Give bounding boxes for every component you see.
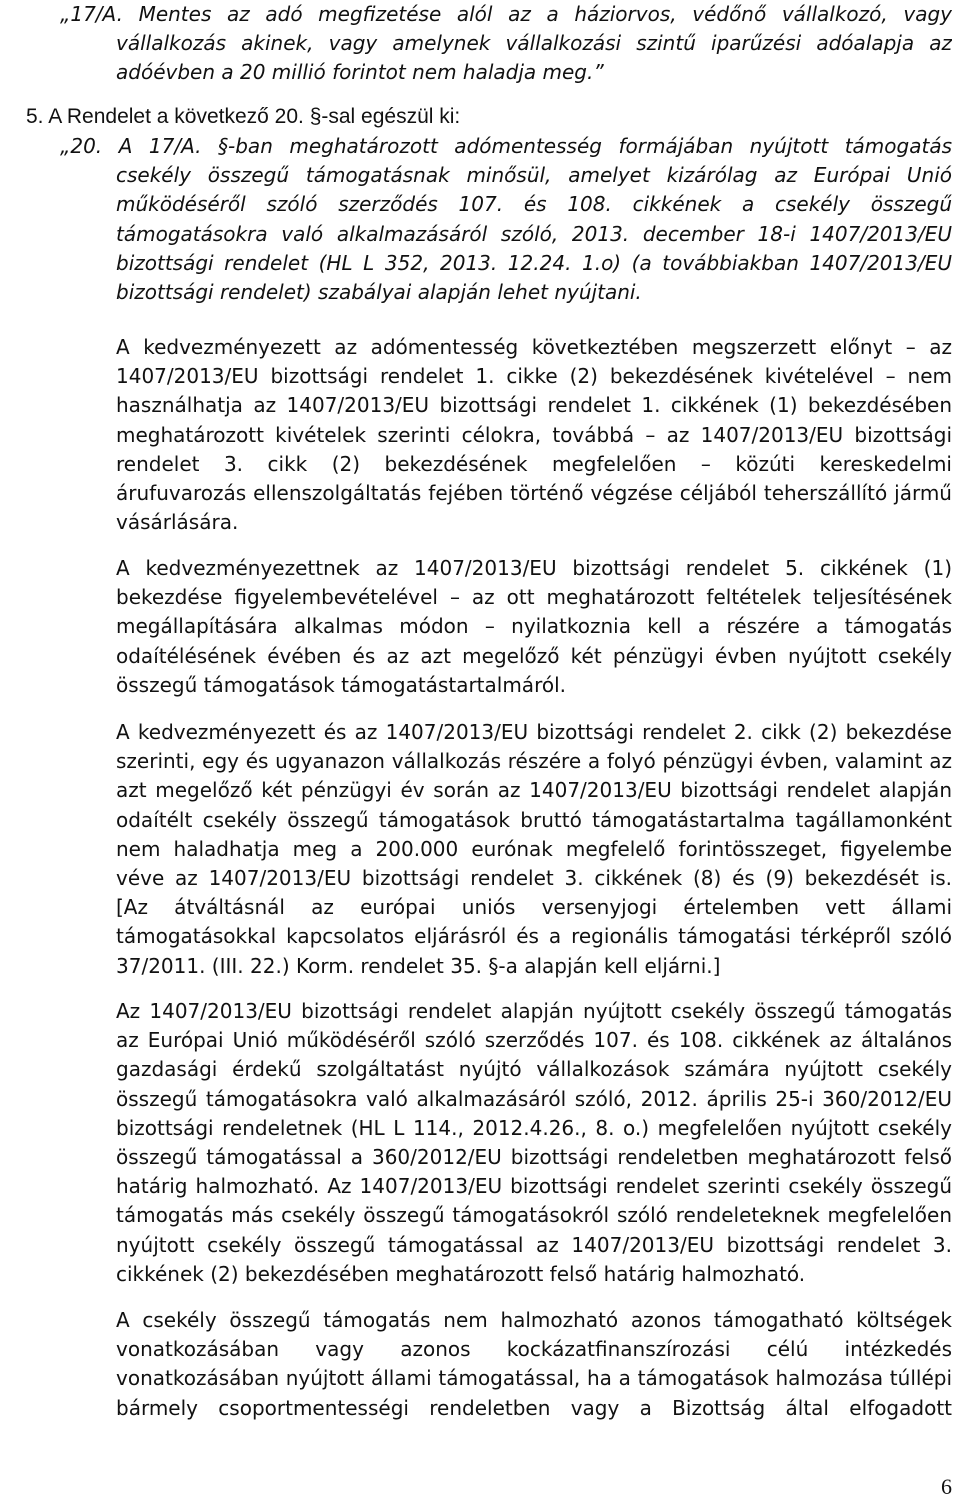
text-line: nyújtott csekély összegű támogatással az 1407/2013/EU bizottsági rendelet 3. bbox=[116, 1232, 952, 1257]
text-line: működéséről szóló szerződés 107. és 108. cikkének a csekély összegű bbox=[116, 192, 952, 217]
text-line: vonatkozásában nyújtott állami támogatással, ha a támogatások halmozása túllépi bbox=[116, 1366, 952, 1391]
text-line: odaítélt csekély összegű támogatások bruttó támogatástartalma tagállamonként bbox=[116, 807, 952, 832]
text-line: adóévben a 20 millió forintot nem haladja meg.” bbox=[116, 60, 604, 85]
text-line: bizottsági rendelet (HL L 352, 2013. 12.24. 1.o) (a továbbiakban 1407/2013/EU bbox=[116, 250, 952, 275]
text-line: az Európai Unió működéséről szóló szerződés 107. és 108. cikkének az általános bbox=[116, 1028, 952, 1053]
text-line: véve az 1407/2013/EU bizottsági rendelet 3. cikkének (8) és (9) bekezdését is. bbox=[116, 865, 952, 890]
text-line: nem haladhatja meg a 200.000 eurónak megfelelő forintösszeget, figyelembe bbox=[116, 836, 952, 861]
text-line: összegű támogatások támogatástartalmáról. bbox=[116, 672, 566, 697]
text-line: A kedvezményezett és az 1407/2013/EU bizottsági rendelet 2. cikk (2) bekezdése bbox=[116, 720, 952, 744]
text-line: árufuvarozás ellenszolgáltatás fejében történő végzése céljából teherszállító jármű bbox=[116, 480, 952, 505]
paragraph bbox=[116, 554, 952, 700]
text-line: cikkének (2) bekezdésében meghatározott felső határig halmozható. bbox=[116, 1261, 806, 1286]
text-line: szerinti, egy és ugyanazon vállalkozás részére a folyó pénzügyi évben, valamint az bbox=[116, 749, 952, 774]
paragraph bbox=[116, 1306, 952, 1423]
text-line: [Az átváltásnál az európai uniós versenyjogi értelemben vett állami bbox=[116, 895, 952, 920]
heading-text: 5. A Rendelet a következő 20. §-sal egészül ki: bbox=[26, 105, 461, 128]
text-line: összegű támogatásokra való alkalmazásáról szóló, 2012. április 25-i 360/2012/EU bbox=[116, 1086, 952, 1111]
text-line: bekezdése figyelembevételével – az ott meghatározott feltételek teljesítésének bbox=[116, 585, 952, 610]
text-line: összegű támogatással a 360/2012/EU bizottsági rendeletben meghatározott felső bbox=[116, 1144, 952, 1169]
text-line: vonatkozásában vagy azonos kockázatfinanszírozási célú intézkedés bbox=[116, 1337, 952, 1362]
text-line: gazdasági érdekű szolgáltatást nyújtó vállalkozások számára nyújtott csekély bbox=[116, 1057, 952, 1082]
text-line: vásárlására. bbox=[116, 510, 239, 535]
amendment-heading bbox=[26, 102, 952, 131]
text-line: bármely csoportmentességi rendeletben vagy a Bizottság által elfogadott bbox=[116, 1395, 952, 1420]
text-line: 1407/2013/EU bizottsági rendelet 1. cikke (2) bekezdésének kivételével – nem bbox=[116, 364, 952, 389]
text-line: odaítélésének évében és az azt megelőző két pénzügyi évben nyújtott csekély bbox=[116, 643, 952, 668]
text-line: meghatározott kivételek szerinti célokra, továbbá – az 1407/2013/EU bizottsági bbox=[116, 422, 952, 447]
text-line: A kedvezményezettnek az 1407/2013/EU bizottsági rendelet 5. cikkének (1) bbox=[116, 556, 952, 580]
text-line: támogatás más csekély összegű támogatásokról szóló rendeleteknek megfelelően bbox=[116, 1203, 952, 1228]
text-line: rendelet 3. cikk (2) bekezdésének megfelelően – közúti kereskedelmi bbox=[116, 451, 952, 476]
text-line: „17/A. Mentes az adó megfizetése alól az a háziorvos, védőnő vállalkozó, vagy bbox=[60, 2, 952, 26]
text-line: használhatja az 1407/2013/EU bizottsági rendelet 1. cikkének (1) bekezdésében bbox=[116, 393, 952, 418]
text-line: támogatásokkal kapcsolatos eljárásról és a regionális támogatási térképről szóló bbox=[116, 924, 952, 949]
text-line: bizottsági rendelet) szabályai alapján lehet nyújtani. bbox=[116, 279, 642, 304]
paragraph bbox=[116, 718, 952, 981]
text-line: azt megelőző két pénzügyi év során az 1407/2013/EU bizottsági rendelet alapján bbox=[116, 778, 952, 803]
text-line: A csekély összegű támogatás nem halmozható azonos támogatható költségek bbox=[116, 1308, 952, 1332]
text-line: „20. A 17/A. §-ban meghatározott adómentesség formájában nyújtott támogatás bbox=[60, 134, 952, 158]
text-line: Az 1407/2013/EU bizottsági rendelet alapján nyújtott csekély összegű támogatás bbox=[116, 999, 952, 1023]
text-line: bizottsági rendeletnek (HL L 114., 2012.4.26., 8. o.) megfelelően nyújtott csekély bbox=[116, 1115, 952, 1140]
text-line: támogatásokra való alkalmazásáról szóló, 2013. december 18-i 1407/2013/EU bbox=[116, 221, 952, 246]
section-20-text bbox=[60, 132, 952, 307]
page-number: 6 bbox=[941, 1474, 952, 1499]
text-line: határig halmozható. Az 1407/2013/EU bizottsági rendelet szerinti csekély összegű bbox=[116, 1174, 952, 1199]
section-17a-text bbox=[60, 0, 952, 88]
text-line: megállapítására alkalmas módon – nyilatkoznia kell a részére a támogatás bbox=[116, 614, 952, 639]
text-line: A kedvezményezett az adómentesség következtében megszerzett előnyt – az bbox=[116, 335, 952, 359]
paragraph bbox=[116, 997, 952, 1289]
text-line: csekély összegű támogatásnak minősül, amelyet kizárólag az Európai Unió bbox=[116, 163, 952, 188]
text-line: vállalkozás akinek, vagy amelynek vállalkozási szintű iparűzési adóalapja az bbox=[116, 31, 952, 56]
paragraph bbox=[116, 333, 952, 537]
text-line: 37/2011. (III. 22.) Korm. rendelet 35. §-a alapján kell eljárni.] bbox=[116, 953, 721, 978]
